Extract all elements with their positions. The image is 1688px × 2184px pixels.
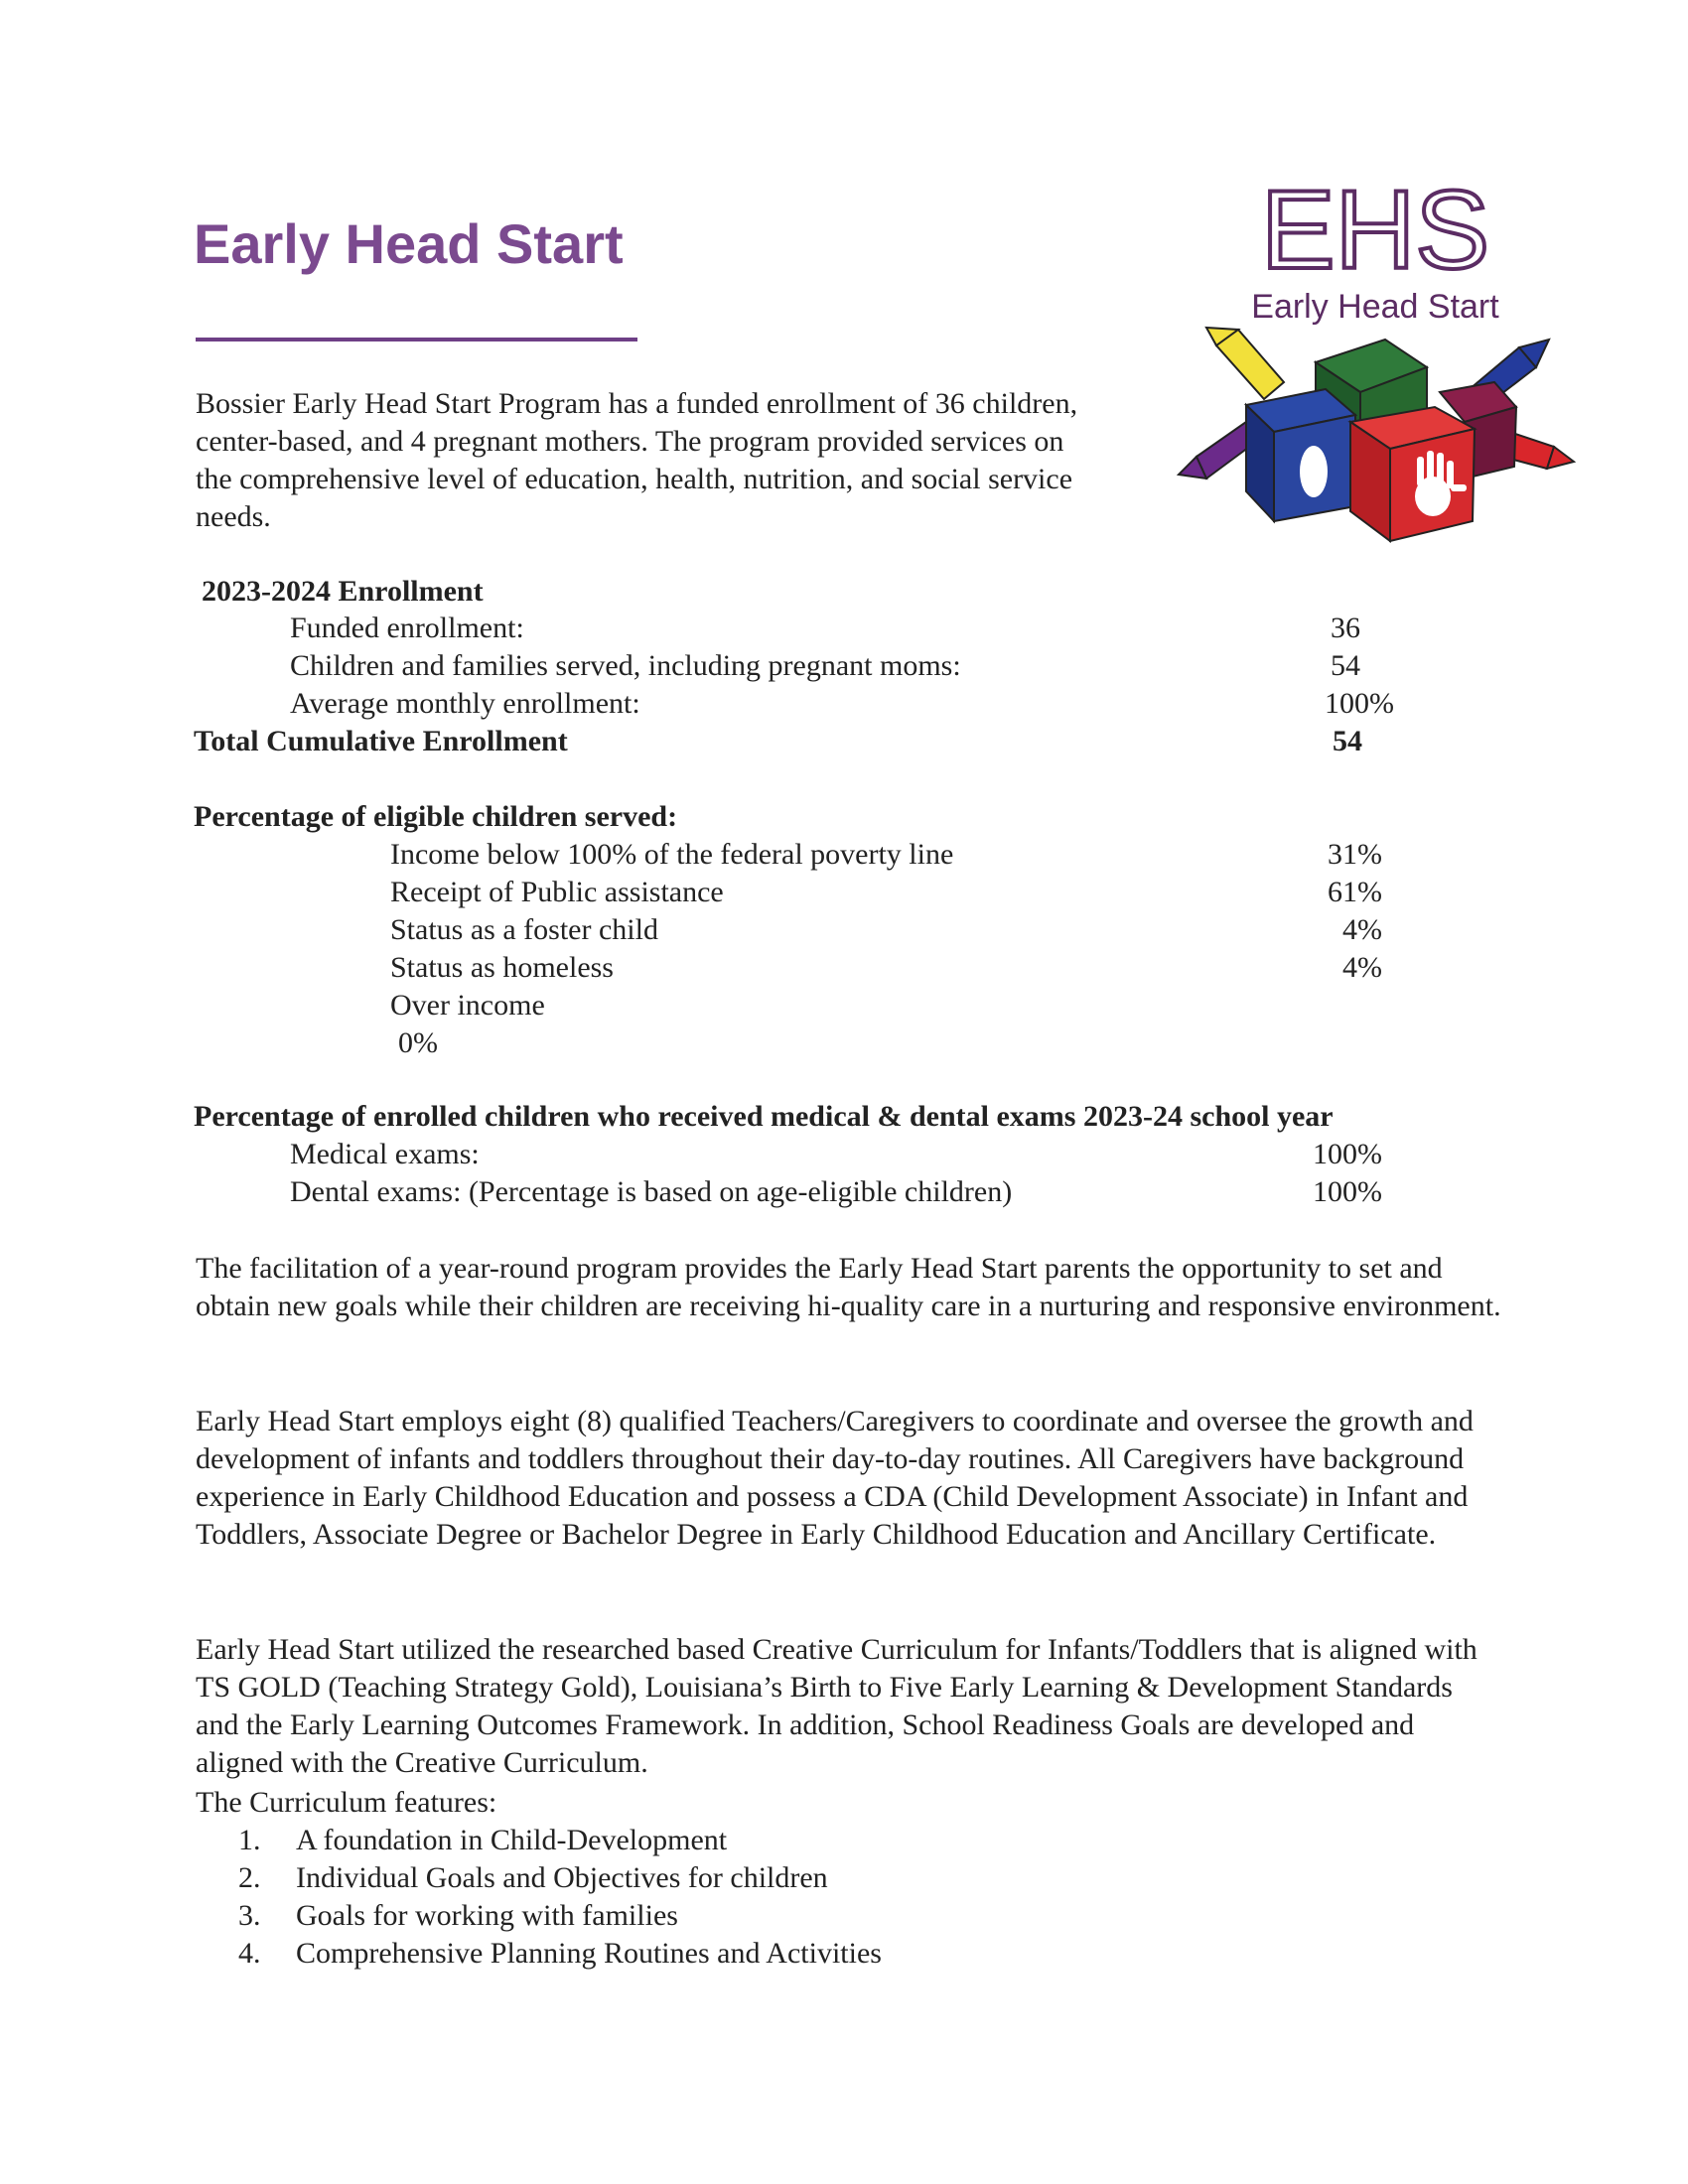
title-underline [196,338,637,341]
paragraph-caregivers: Early Head Start employs eight (8) qualified Teachers/Caregivers to coordinate and oversee the growth and development of infants and toddlers throughout their day-to-day routines. All Caregivers have background experience in Early Childhood Education and possess a CDA (Child Development Associate) in Infant and Toddlers, Associate Degree or Bachelor Degree in Early Childhood Education and Ancillary Certificate. [196,1405,1474,1551]
paragraph-year-round: The facilitation of a year-round program provides the Early Head Start parents the opportunity to set and obtain new goals while their children are receiving hi-quality care in a nurturing and responsive environment. [196,1252,1501,1322]
enrollment-label-funded: Funded enrollment: [290,612,524,644]
crayon-purple-icon [1179,422,1256,478]
list-item: 3. Goals for working with families [238,1899,678,1932]
list-item: 1. A foundation in Child-Development [238,1824,728,1856]
enrollment-value-served: 54 [1331,649,1360,682]
eligible-value-income: 31% [1328,838,1382,871]
crayon-yellow-icon [1206,328,1284,399]
eligible-label-foster: Status as a foster child [390,913,658,946]
eligible-heading: Percentage of eligible children served: [194,800,678,833]
logo-tagline: Early Head Start [1251,288,1499,326]
enrollment-label-monthly: Average monthly enrollment: [290,687,640,720]
exams-label-medical: Medical exams: [290,1138,480,1170]
eligible-value-homeless: 4% [1342,951,1382,984]
total-enrollment-value: 54 [1333,725,1362,757]
eligible-value-assistance: 61% [1328,876,1382,908]
enrollment-value-monthly: 100% [1325,687,1394,720]
block-blue-icon [1246,389,1355,521]
ehs-logo [1167,169,1584,556]
eligible-value-over-income: 0% [398,1026,438,1059]
paragraph-curriculum: Early Head Start utilized the researched based Creative Curriculum for Infants/Toddlers that is aligned with TS GOLD (Teaching Strategy Gold), Louisiana’s Birth to Five Early Learning & Development Standards and the Early Learning Outcomes Framework. In addition, School Readiness Goals are developed and aligned with the Creative Curriculum. [196,1633,1477,1779]
intro-paragraph: Bossier Early Head Start Program has a funded enrollment of 36 children, center-based, and 4 pregnant mothers. The program provided services on the comprehensive level of education, health, nutrition, and social service needs. [196,387,1078,533]
total-enrollment-label: Total Cumulative Enrollment [194,725,568,757]
page-title: Early Head Start [194,212,624,275]
features-list [238,1822,882,1973]
exams-value-dental: 100% [1313,1175,1382,1208]
eligible-value-foster: 4% [1342,913,1382,946]
features-intro: The Curriculum features: [196,1786,497,1819]
list-item: 4. Comprehensive Planning Routines and Activities [238,1937,882,1970]
eligible-label-over-income: Over income [390,989,545,1022]
eligible-label-income: Income below 100% of the federal poverty line [390,838,954,871]
enrollment-heading: 2023-2024 Enrollment [202,575,484,608]
list-item: 2. Individual Goals and Objectives for children [238,1861,828,1894]
exams-label-dental: Dental exams: (Percentage is based on age-eligible children) [290,1175,1013,1208]
enrollment-label-served: Children and families served, including pregnant moms: [290,649,961,682]
footprint-icon [1300,446,1328,497]
enrollment-value-funded: 36 [1331,612,1360,644]
exams-value-medical: 100% [1313,1138,1382,1170]
block-red-icon [1350,407,1475,541]
eligible-label-assistance: Receipt of Public assistance [390,876,724,908]
logo-letters: EHS [1260,169,1490,292]
exams-heading: Percentage of enrolled children who received medical & dental exams 2023-24 school year [194,1100,1334,1133]
eligible-label-homeless: Status as homeless [390,951,614,984]
